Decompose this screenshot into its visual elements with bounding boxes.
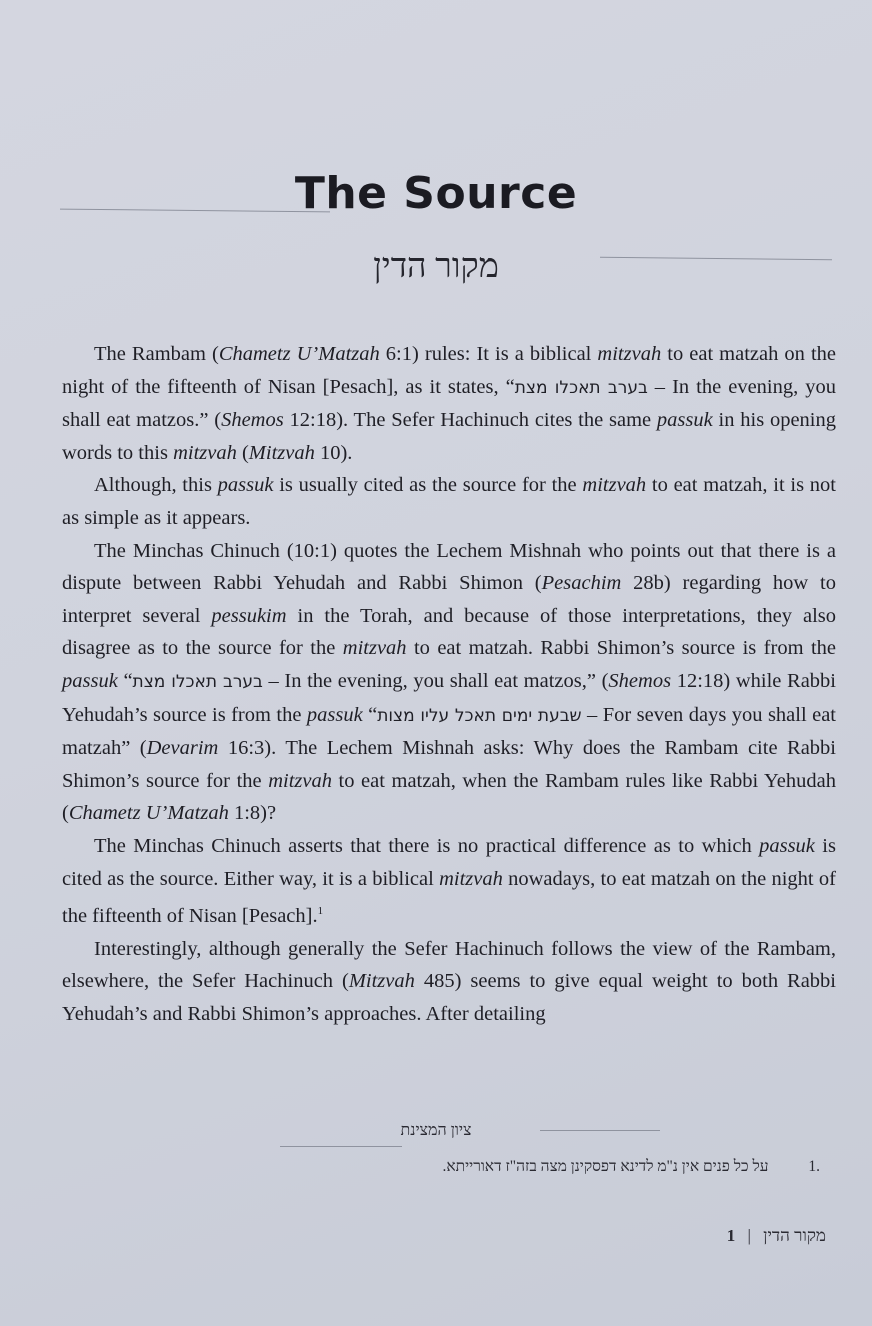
chapter-subtitle-hebrew: מקור הדין: [373, 248, 499, 285]
footnote-marker: 1: [317, 905, 324, 918]
hebrew-quote: בערב תאכלו מצת: [514, 377, 648, 398]
footnote-number: .1: [808, 1158, 820, 1175]
chapter-title: The Source: [294, 168, 578, 219]
footnote-rule-left: [280, 1146, 402, 1147]
page-footer: [717, 1226, 826, 1246]
footnote-1: [120, 1158, 820, 1176]
page-number: 1: [726, 1226, 736, 1245]
footnote-text: על כל פנים אין נ"מ לדינא דפסקינן מצה בזה"ז דאורייתא.: [442, 1158, 769, 1175]
paragraph-2: Although, this passuk is usually cited as the source for the mitzvah to eat matzah, it is not as simple as it appears.: [62, 474, 836, 529]
paragraph-3: The Minchas Chinuch (10:1) quotes the Lechem Mishnah who points out that there is a dispute between Rabbi Yehudah and Rabbi Shimon (Pesachim 28b) regarding how to interpret several pessukim in the Torah, and because of those interpretations, they also disagree as to the source for the mitzvah to eat matzah. Rabbi Shimon’s source is from the passuk “בערב תאכלו מצת – In the evening, you shall eat matzos,” (Shemos 12:18) while Rabbi Yehudah’s source is from the passuk “שבעת ימים תאכל עליו מצות – For seven days you shall eat matzah” (Devarim 16:3). The Lechem Mishnah asks: Why does the Rambam cite Rabbi Shimon’s source for the mitzvah to eat matzah, when the Rambam rules like Rabbi Yehudah (Chametz U’Matzah 1:8)?: [62, 539, 836, 825]
paragraph-5: Interestingly, although generally the Sefer Hachinuch follows the view of the Rambam, elsewhere, the Sefer Hachinuch (Mitzvah 485) seems to give equal weight to both Rabbi Yehudah’s and Rabbi Shimon’s approaches. After detailing: [62, 937, 836, 1025]
hebrew-quote: בערב תאכלו מצת: [132, 671, 263, 692]
footnotes-heading: ציון המצינת: [400, 1122, 472, 1139]
paragraph-4: The Minchas Chinuch asserts that there is no practical difference as to which passuk is cited as the source. Either way, it is a biblical mitzvah nowadays, to eat matzah on the night of the fifteenth of Nisan [Pesach].$^1$: [62, 834, 836, 927]
body-text: [62, 338, 836, 1030]
paragraph-1: The Rambam (Chametz U’Matzah 6:1) rules: It is a biblical mitzvah to eat matzah on the night of the fifteenth of Nisan [Pesach], as it states, “בערב תאכלו מצת – In the evening, you shall eat matzos.” (Shemos 12:18). The Sefer Hachinuch cites the same passuk in his opening words to this mitzvah (Mitzvah 10).: [62, 343, 837, 464]
running-footer-label: מקור הדין: [763, 1226, 826, 1245]
hebrew-quote: שבעת ימים תאכל עליו מצות: [377, 705, 582, 726]
footer-separator: |: [747, 1226, 751, 1245]
